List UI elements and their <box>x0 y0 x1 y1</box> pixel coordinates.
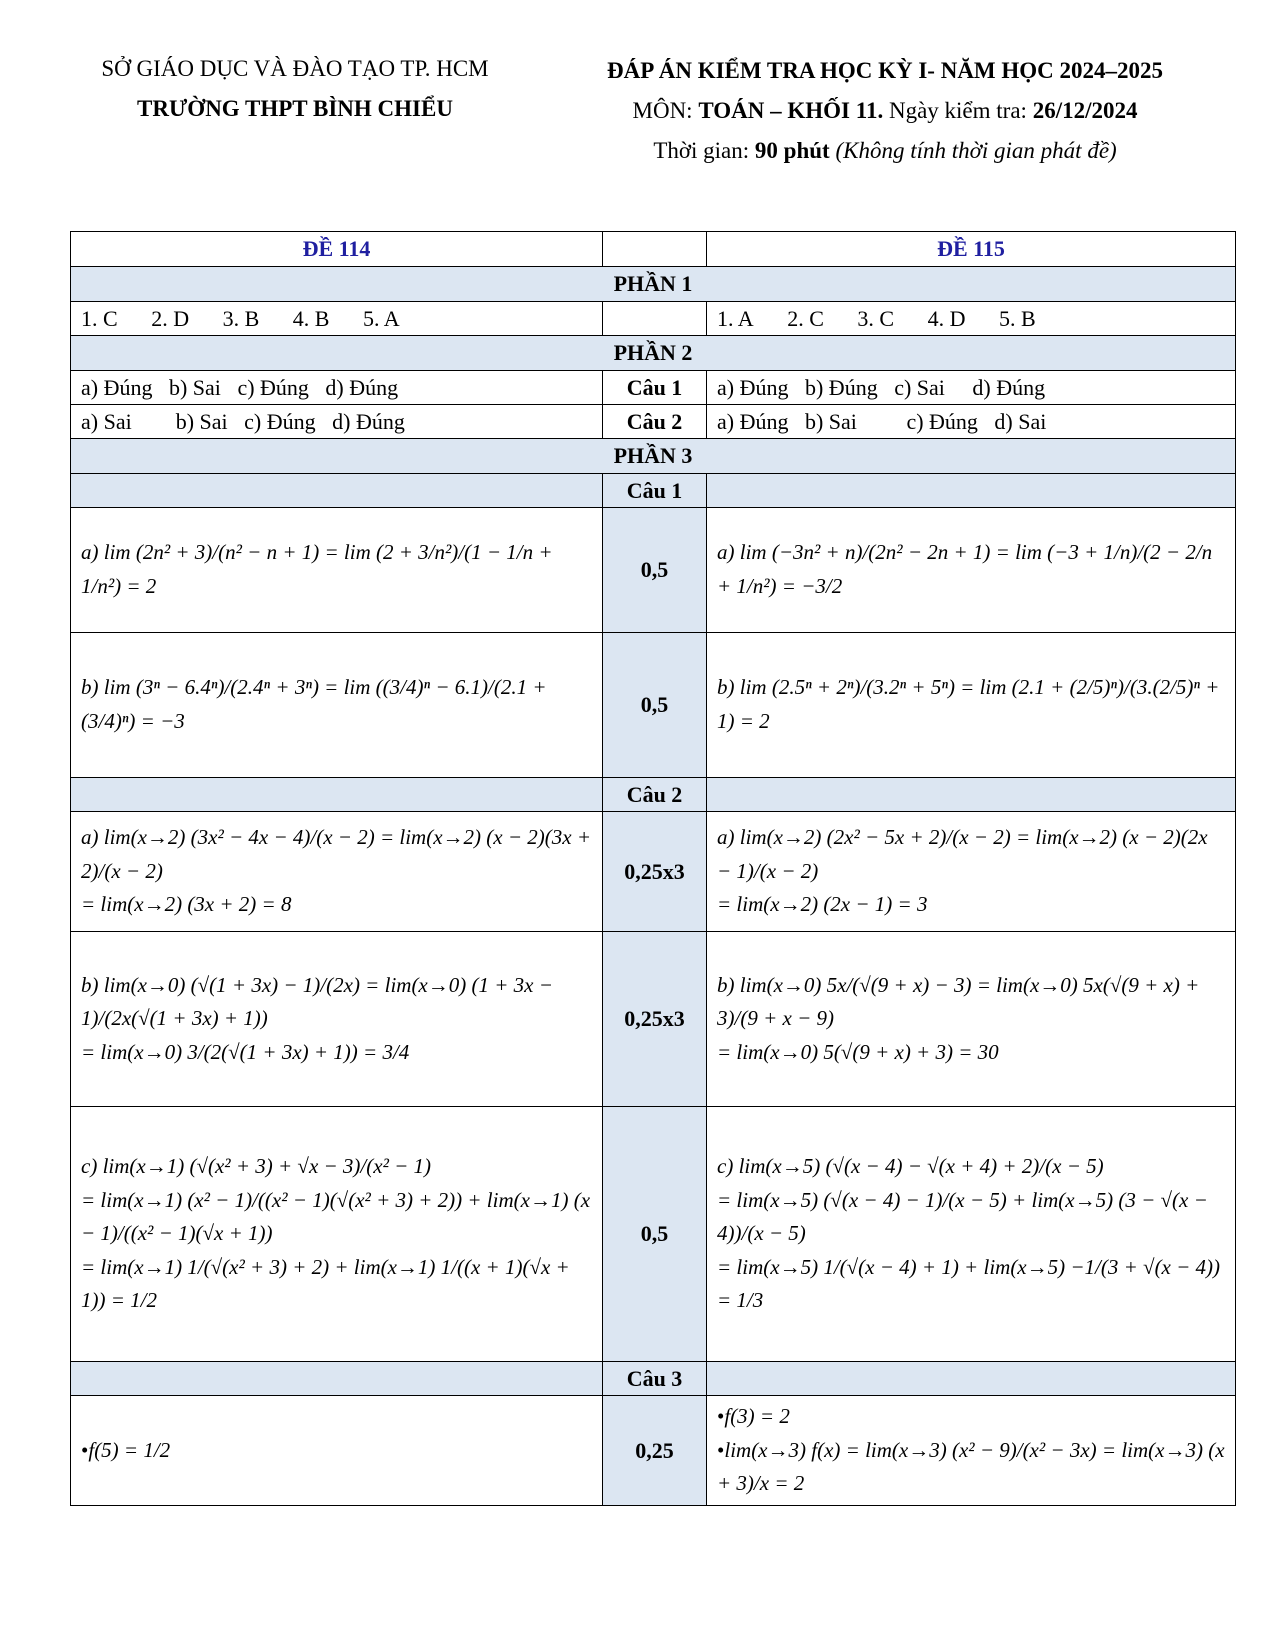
solution-line: b) lim(x→0) 5x/(√(9 + x) − 3) = lim(x→0) 5x(√(9 + x) + 3)/(9 + x − 9) <box>717 972 1200 1031</box>
solution-line: = lim(x→5) (√(x − 4) − 1)/(x − 5) + lim(x→5) (3 − √(x − 4))/(x − 5) <box>717 1187 1208 1246</box>
answer: d) Sai <box>994 408 1047 434</box>
solution-115 <box>707 1107 1236 1362</box>
solution-line: b) lim(x→0) (√(1 + 3x) − 1)/(2x) = lim(x→0) (1 + 3x − 1)/(2x(√(1 + 3x) + 1)) <box>81 972 553 1031</box>
question-label: Câu 3 <box>603 1362 707 1396</box>
solution-line: = lim(x→2) (2x − 1) = 3 <box>717 892 928 917</box>
part2-row <box>71 405 1236 439</box>
question-label: Câu 1 <box>603 371 707 405</box>
part1-answers-row <box>71 302 1236 336</box>
school-header <box>60 56 530 122</box>
part2-answers-114 <box>71 405 603 439</box>
department-name: SỞ GIÁO DỤC VÀ ĐÀO TẠO TP. HCM <box>101 56 489 81</box>
answer: 3. C <box>857 305 895 331</box>
version-header-row <box>71 232 1236 267</box>
answer: 1. A <box>717 305 754 331</box>
version-115: ĐỀ 115 <box>707 232 1236 267</box>
question-label: Câu 2 <box>603 405 707 439</box>
blank-cell <box>71 474 603 508</box>
blank-cell <box>707 474 1236 508</box>
time-label: Thời gian: <box>653 138 750 163</box>
date-label: Ngày kiểm tra: <box>888 98 1027 123</box>
answer: 2. C <box>787 305 824 331</box>
subject: TOÁN – KHỐI 11. <box>698 98 884 123</box>
answer: 5. B <box>998 305 1036 331</box>
q2-row <box>71 932 1236 1107</box>
solution-114 <box>71 1396 603 1506</box>
answer: c) Đúng <box>244 408 316 434</box>
bullet-icon: • <box>717 1404 725 1429</box>
q2-header-row <box>71 778 1236 812</box>
solution-line: f(3) = 2 <box>724 1404 790 1429</box>
answer: 3. B <box>222 305 260 331</box>
answer: 1. C <box>81 305 118 331</box>
solution-114 <box>71 1107 603 1362</box>
blank-cell <box>707 778 1236 812</box>
score: 0,5 <box>603 508 707 633</box>
version-114: ĐỀ 114 <box>71 232 603 267</box>
answer: d) Đúng <box>972 374 1046 400</box>
answer: b) Sai <box>168 374 221 400</box>
empty-cell <box>603 302 707 336</box>
answer: a) Đúng <box>717 374 789 400</box>
bullet-icon: • <box>717 1437 725 1462</box>
answer: b) Đúng <box>804 374 878 400</box>
answer: a) Sai <box>81 408 132 434</box>
part2-answers-115 <box>707 371 1236 405</box>
empty-cell <box>603 232 707 267</box>
q2-row <box>71 1107 1236 1362</box>
part1-header <box>71 267 1236 302</box>
question-label: Câu 1 <box>603 474 707 508</box>
q3-row <box>71 1396 1236 1506</box>
question-label: Câu 2 <box>603 778 707 812</box>
bullet-icon: • <box>81 1437 89 1462</box>
part2-row <box>71 371 1236 405</box>
part3-header <box>71 439 1236 474</box>
blank-cell <box>707 1362 1236 1396</box>
answer: 5. A <box>362 305 400 331</box>
exam-time: 90 phút <box>754 138 830 163</box>
solution-line: c) lim(x→1) (√(x² + 3) + √x − 3)/(x² − 1) <box>81 1154 432 1179</box>
solution-line: = lim(x→0) 3/(2(√(1 + 3x) + 1)) = 3/4 <box>81 1039 410 1064</box>
answer: b) Sai <box>804 408 857 434</box>
blank-cell <box>71 1362 603 1396</box>
solution-114: a) lim (2n² + 3)/(n² − n + 1) = lim (2 + 3/n²)/(1 − 1/n + 1/n²) = 2 <box>71 508 603 633</box>
q1-header-row <box>71 474 1236 508</box>
solution-line: = lim(x→0) 5(√(9 + x) + 3) = 30 <box>717 1039 999 1064</box>
part2-answers-115 <box>707 405 1236 439</box>
q1-row <box>71 633 1236 778</box>
q1-row <box>71 508 1236 633</box>
solution-115 <box>707 1396 1236 1506</box>
score: 0,5 <box>603 1107 707 1362</box>
q2-row <box>71 812 1236 932</box>
solution-line: = lim(x→1) 1/(√(x² + 3) + 2) + lim(x→1) 1/((x + 1)(√x + 1)) = 1/2 <box>81 1254 570 1313</box>
answer: d) Đúng <box>325 374 399 400</box>
solution-114 <box>71 932 603 1107</box>
solution-line: a) lim(x→2) (2x² − 5x + 2)/(x − 2) = lim(x→2) (x − 2)(2x − 1)/(x − 2) <box>717 825 1208 883</box>
answer-table <box>70 231 1236 1506</box>
part1-answers-114 <box>71 302 603 336</box>
exam-date: 26/12/2024 <box>1032 98 1138 123</box>
part3-title: PHẦN 3 <box>71 439 1236 474</box>
solution-line: = lim(x→1) (x² − 1)/((x² − 1)(√(x² + 3) + 2)) + lim(x→1) (x − 1)/((x² − 1)(√x + 1)) <box>81 1187 591 1246</box>
subject-prefix: MÔN: <box>632 98 693 123</box>
time-note: (Không tính thời gian phát đề) <box>835 138 1117 163</box>
solution-115 <box>707 812 1236 932</box>
answer: 2. D <box>151 305 190 331</box>
part2-header <box>71 336 1236 371</box>
answer: c) Đúng <box>237 374 309 400</box>
score: 0,25x3 <box>603 932 707 1107</box>
part2-answers-114 <box>71 371 603 405</box>
solution-115: a) lim (−3n² + n)/(2n² − 2n + 1) = lim (−3 + 1/n)/(2 − 2/n + 1/n²) = −3/2 <box>707 508 1236 633</box>
answer: 4. B <box>292 305 330 331</box>
answer: a) Đúng <box>717 408 789 434</box>
solution-line: f(5) = 1/2 <box>88 1437 171 1462</box>
answer: 4. D <box>927 305 966 331</box>
answer: c) Sai <box>894 374 945 400</box>
blank-cell <box>71 778 603 812</box>
score: 0,5 <box>603 633 707 778</box>
answer: a) Đúng <box>81 374 153 400</box>
solution-line: c) lim(x→5) (√(x − 4) − √(x + 4) + 2)/(x − 5) <box>717 1154 1104 1179</box>
part1-title: PHẦN 1 <box>71 267 1236 302</box>
score: 0,25x3 <box>603 812 707 932</box>
solution-line: = lim(x→5) 1/(√(x − 4) + 1) + lim(x→5) −1/(3 + √(x − 4)) = 1/3 <box>717 1254 1221 1313</box>
time-line <box>565 138 1205 164</box>
answer: c) Đúng <box>906 408 978 434</box>
exam-header <box>565 56 1205 164</box>
subject-line <box>565 98 1205 124</box>
school-name: TRƯỜNG THPT BÌNH CHIỂU <box>137 96 453 121</box>
solution-114 <box>71 812 603 932</box>
solution-115 <box>707 932 1236 1107</box>
answer: d) Đúng <box>332 408 405 434</box>
solution-line: = lim(x→2) (3x + 2) = 8 <box>81 892 292 917</box>
solution-115: b) lim (2.5ⁿ + 2ⁿ)/(3.2ⁿ + 5ⁿ) = lim (2.1 + (2/5)ⁿ)/(3.(2/5)ⁿ + 1) = 2 <box>707 633 1236 778</box>
solution-114: b) lim (3ⁿ − 6.4ⁿ)/(2.4ⁿ + 3ⁿ) = lim ((3/4)ⁿ − 6.1)/(2.1 + (3/4)ⁿ) = −3 <box>71 633 603 778</box>
answer: b) Sai <box>175 408 228 434</box>
solution-line: a) lim(x→2) (3x² − 4x − 4)/(x − 2) = lim(x→2) (x − 2)(3x + 2)/(x − 2) <box>81 825 591 883</box>
solution-line: lim(x→3) f(x) = lim(x→3) (x² − 9)/(x² − 3x) = lim(x→3) (x + 3)/x = 2 <box>717 1437 1225 1496</box>
score: 0,25 <box>603 1396 707 1506</box>
exam-title: ĐÁP ÁN KIỂM TRA HỌC KỲ I- NĂM HỌC 2024–2025 <box>606 58 1164 83</box>
q3-header-row <box>71 1362 1236 1396</box>
part1-answers-115 <box>707 302 1236 336</box>
part2-title: PHẦN 2 <box>71 336 1236 371</box>
